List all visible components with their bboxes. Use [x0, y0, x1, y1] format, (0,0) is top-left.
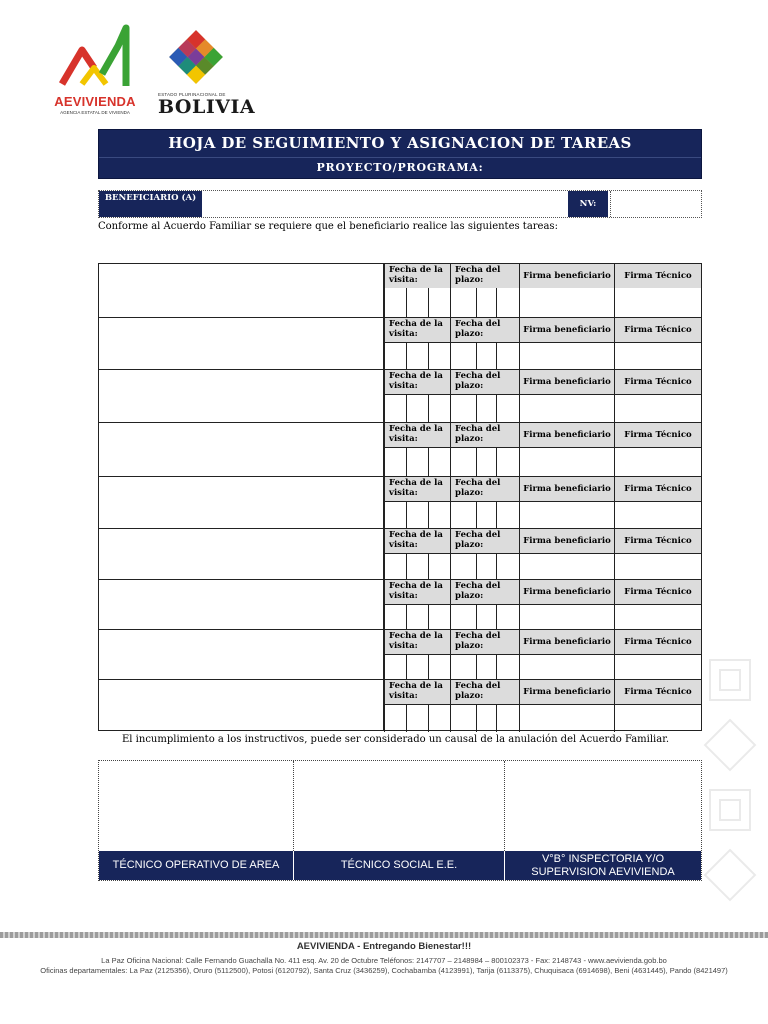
header-firma-beneficiario: Firma beneficiario [519, 477, 614, 501]
fecha-visita-cell[interactable] [406, 553, 428, 580]
fecha-plazo-cell[interactable] [496, 501, 519, 529]
fecha-plazo-cell[interactable] [450, 342, 476, 370]
header-fecha-plazo: Fecha del plazo: [450, 423, 519, 447]
header-fecha-plazo: Fecha del plazo: [450, 580, 519, 604]
fecha-visita-cell[interactable] [384, 553, 406, 580]
task-row [99, 679, 701, 731]
task-description-field[interactable] [99, 580, 384, 629]
header-fecha-plazo: Fecha del plazo: [450, 477, 519, 501]
header-firma-tecnico: Firma Técnico [614, 264, 701, 288]
fecha-visita-cell[interactable] [428, 394, 450, 423]
fecha-visita-cell[interactable] [384, 394, 406, 423]
fecha-plazo-cell[interactable] [476, 704, 496, 732]
signature-table [98, 760, 702, 881]
fecha-visita-cell[interactable] [428, 654, 450, 680]
fecha-visita-cell[interactable] [428, 447, 450, 477]
fecha-visita-cell[interactable] [384, 447, 406, 477]
fecha-plazo-cell[interactable] [496, 447, 519, 477]
document-title-bar [98, 129, 702, 179]
nv-field[interactable] [610, 191, 701, 217]
header-fecha-visita: Fecha de la visita: [384, 580, 450, 604]
nv-label: NV: [568, 191, 608, 217]
header-fecha-visita: Fecha de la visita: [384, 264, 450, 288]
fecha-visita-cell[interactable] [406, 394, 428, 423]
firma-beneficiario-cell[interactable] [519, 654, 614, 680]
fecha-visita-cell[interactable] [406, 501, 428, 529]
firma-beneficiario-cell[interactable] [519, 342, 614, 370]
fecha-visita-cell[interactable] [384, 342, 406, 370]
bolivia-logo [158, 26, 256, 118]
aevivienda-logo-name: AEVIVIENDA [54, 94, 136, 109]
header-firma-beneficiario: Firma beneficiario [519, 630, 614, 654]
fecha-plazo-cell[interactable] [496, 394, 519, 423]
fecha-visita-cell[interactable] [406, 654, 428, 680]
task-row [99, 369, 701, 422]
firma-beneficiario-cell[interactable] [519, 394, 614, 423]
firma-beneficiario-cell[interactable] [519, 704, 614, 732]
firma-beneficiario-cell[interactable] [519, 288, 614, 317]
firma-tecnico-cell[interactable] [614, 447, 701, 477]
task-row [99, 629, 701, 679]
fecha-visita-cell[interactable] [384, 288, 406, 317]
task-row [99, 528, 701, 579]
header-firma-tecnico: Firma Técnico [614, 630, 701, 654]
fecha-plazo-cell[interactable] [496, 704, 519, 732]
fecha-plazo-cell[interactable] [450, 447, 476, 477]
header-fecha-plazo: Fecha del plazo: [450, 680, 519, 704]
fecha-plazo-cell[interactable] [450, 704, 476, 732]
aevivienda-logo-icon [58, 24, 132, 92]
task-description-field[interactable] [99, 423, 384, 476]
fecha-visita-cell[interactable] [428, 342, 450, 370]
header-fecha-visita: Fecha de la visita: [384, 423, 450, 447]
aevivienda-logo-subtitle: AGENCIA ESTATAL DE VIVIENDA [60, 110, 130, 115]
header-fecha-visita: Fecha de la visita: [384, 477, 450, 501]
bolivia-logo-small-text: ESTADO PLURINACIONAL DE [158, 92, 226, 97]
firma-beneficiario-cell[interactable] [519, 501, 614, 529]
fecha-plazo-cell[interactable] [450, 604, 476, 630]
header-firma-beneficiario: Firma beneficiario [519, 370, 614, 394]
fecha-plazo-cell[interactable] [476, 288, 496, 317]
firma-tecnico-cell[interactable] [614, 704, 701, 732]
fecha-visita-cell[interactable] [428, 501, 450, 529]
fecha-visita-cell[interactable] [406, 604, 428, 630]
task-description-field[interactable] [99, 529, 384, 579]
footer-address: La Paz Oficina Nacional: Calle Fernando Guachalla No. 411 esq. Av. 20 de Octubre Teléfonos: 2147707 – 2148984 – 800102373 - Fax: 2148743 - www.aevivienda.gob.bo [101, 956, 667, 965]
header-fecha-plazo: Fecha del plazo: [450, 370, 519, 394]
aevivienda-logo [50, 24, 140, 116]
task-description-field[interactable] [99, 630, 384, 679]
fecha-plazo-cell[interactable] [476, 654, 496, 680]
task-description-field[interactable] [99, 370, 384, 422]
beneficiary-field[interactable] [202, 191, 566, 217]
fecha-plazo-cell[interactable] [496, 342, 519, 370]
header-firma-beneficiario: Firma beneficiario [519, 580, 614, 604]
firma-beneficiario-cell[interactable] [519, 447, 614, 477]
fecha-plazo-cell[interactable] [496, 288, 519, 317]
signature-label-tecnico-social: TÉCNICO SOCIAL E.E. [294, 851, 505, 880]
fecha-plazo-cell[interactable] [496, 553, 519, 580]
fecha-plazo-cell[interactable] [476, 604, 496, 630]
fecha-plazo-cell[interactable] [476, 394, 496, 423]
header-fecha-visita: Fecha de la visita: [384, 529, 450, 553]
fecha-visita-cell[interactable] [428, 288, 450, 317]
header-firma-tecnico: Firma Técnico [614, 680, 701, 704]
fecha-visita-cell[interactable] [384, 654, 406, 680]
fecha-plazo-cell[interactable] [450, 288, 476, 317]
footer-divider [0, 932, 768, 938]
fecha-visita-cell[interactable] [428, 553, 450, 580]
firma-tecnico-cell[interactable] [614, 654, 701, 680]
header-firma-tecnico: Firma Técnico [614, 477, 701, 501]
header-fecha-visita: Fecha de la visita: [384, 680, 450, 704]
fecha-visita-cell[interactable] [384, 704, 406, 732]
fecha-visita-cell[interactable] [406, 447, 428, 477]
header-fecha-plazo: Fecha del plazo: [450, 264, 519, 288]
header-firma-tecnico: Firma Técnico [614, 318, 701, 342]
fecha-plazo-cell[interactable] [476, 553, 496, 580]
fecha-visita-cell[interactable] [406, 342, 428, 370]
task-table [98, 263, 702, 731]
task-description-field[interactable] [99, 680, 384, 731]
fecha-plazo-cell[interactable] [496, 604, 519, 630]
task-row [99, 422, 701, 476]
document-title: HOJA DE SEGUIMIENTO Y ASIGNACION DE TAREAS [168, 134, 632, 152]
task-description-field[interactable] [99, 477, 384, 528]
task-description-field[interactable] [99, 264, 384, 317]
bolivia-seal-icon [164, 26, 228, 88]
task-row [99, 317, 701, 369]
task-row [99, 579, 701, 629]
header-fecha-visita: Fecha de la visita: [384, 370, 450, 394]
footer-offices: Oficinas departamentales: La Paz (2125356), Oruro (5112500), Potosi (6120792), Santa Cruz (3436259), Cochabamba (4123991), Tarija (6113375), Chuquisaca (6914698), Beni (4631445), Pando (8421497) [40, 966, 728, 975]
signature-box-inspectoria[interactable] [505, 761, 701, 851]
header-firma-beneficiario: Firma beneficiario [519, 423, 614, 447]
firma-tecnico-cell[interactable] [614, 604, 701, 630]
fecha-plazo-cell[interactable] [450, 501, 476, 529]
beneficiary-label: BENEFICIARIO (A) [99, 191, 202, 217]
firma-tecnico-cell[interactable] [614, 394, 701, 423]
fecha-plazo-cell[interactable] [476, 342, 496, 370]
fecha-plazo-cell[interactable] [476, 501, 496, 529]
header-firma-beneficiario: Firma beneficiario [519, 680, 614, 704]
fecha-visita-cell[interactable] [406, 704, 428, 732]
task-row [99, 264, 701, 317]
signature-box-tecnico-operativo[interactable] [99, 761, 294, 851]
fecha-visita-cell[interactable] [428, 704, 450, 732]
header-firma-tecnico: Firma Técnico [614, 423, 701, 447]
fecha-plazo-cell[interactable] [476, 447, 496, 477]
firma-tecnico-cell[interactable] [614, 501, 701, 529]
header-firma-tecnico: Firma Técnico [614, 370, 701, 394]
intro-text: Conforme al Acuerdo Familiar se requiere que el beneficiario realice las siguientes tareas: [98, 221, 558, 232]
signature-label-inspectoria: V°B° INSPECTORIA Y/O SUPERVISION AEVIVIENDA [505, 851, 701, 880]
header-fecha-visita: Fecha de la visita: [384, 318, 450, 342]
fecha-plazo-cell[interactable] [450, 394, 476, 423]
fecha-plazo-cell[interactable] [450, 553, 476, 580]
firma-tecnico-cell[interactable] [614, 553, 701, 580]
header-fecha-plazo: Fecha del plazo: [450, 630, 519, 654]
task-description-field[interactable] [99, 318, 384, 369]
header-firma-tecnico: Firma Técnico [614, 529, 701, 553]
footer-title: AEVIVIENDA - Entregando Bienestar!!! [296, 941, 472, 952]
signature-box-tecnico-social[interactable] [294, 761, 505, 851]
header-firma-beneficiario: Firma beneficiario [519, 529, 614, 553]
fecha-visita-cell[interactable] [428, 604, 450, 630]
firma-beneficiario-cell[interactable] [519, 553, 614, 580]
fecha-visita-cell[interactable] [406, 288, 428, 317]
header-firma-beneficiario: Firma beneficiario [519, 318, 614, 342]
decorative-pattern-icon [700, 640, 768, 930]
beneficiary-row [98, 190, 702, 218]
header-fecha-visita: Fecha de la visita: [384, 630, 450, 654]
fecha-plazo-cell[interactable] [496, 654, 519, 680]
header-fecha-plazo: Fecha del plazo: [450, 318, 519, 342]
firma-tecnico-cell[interactable] [614, 288, 701, 317]
signature-label-tecnico-operativo: TÉCNICO OPERATIVO DE AREA [99, 851, 294, 880]
header-firma-tecnico: Firma Técnico [614, 580, 701, 604]
bolivia-logo-name: BOLIVIA [158, 96, 256, 118]
task-row [99, 476, 701, 528]
title-divider [99, 157, 701, 158]
fecha-plazo-cell[interactable] [450, 654, 476, 680]
project-program-label: PROYECTO/PROGRAMA: [316, 161, 484, 174]
header-firma-beneficiario: Firma beneficiario [519, 264, 614, 288]
fecha-visita-cell[interactable] [384, 501, 406, 529]
fecha-visita-cell[interactable] [384, 604, 406, 630]
header-fecha-plazo: Fecha del plazo: [450, 529, 519, 553]
notice-text: El incumplimiento a los instructivos, puede ser considerado un causal de la anulación del Acuerdo Familiar. [122, 734, 670, 745]
firma-beneficiario-cell[interactable] [519, 604, 614, 630]
firma-tecnico-cell[interactable] [614, 342, 701, 370]
